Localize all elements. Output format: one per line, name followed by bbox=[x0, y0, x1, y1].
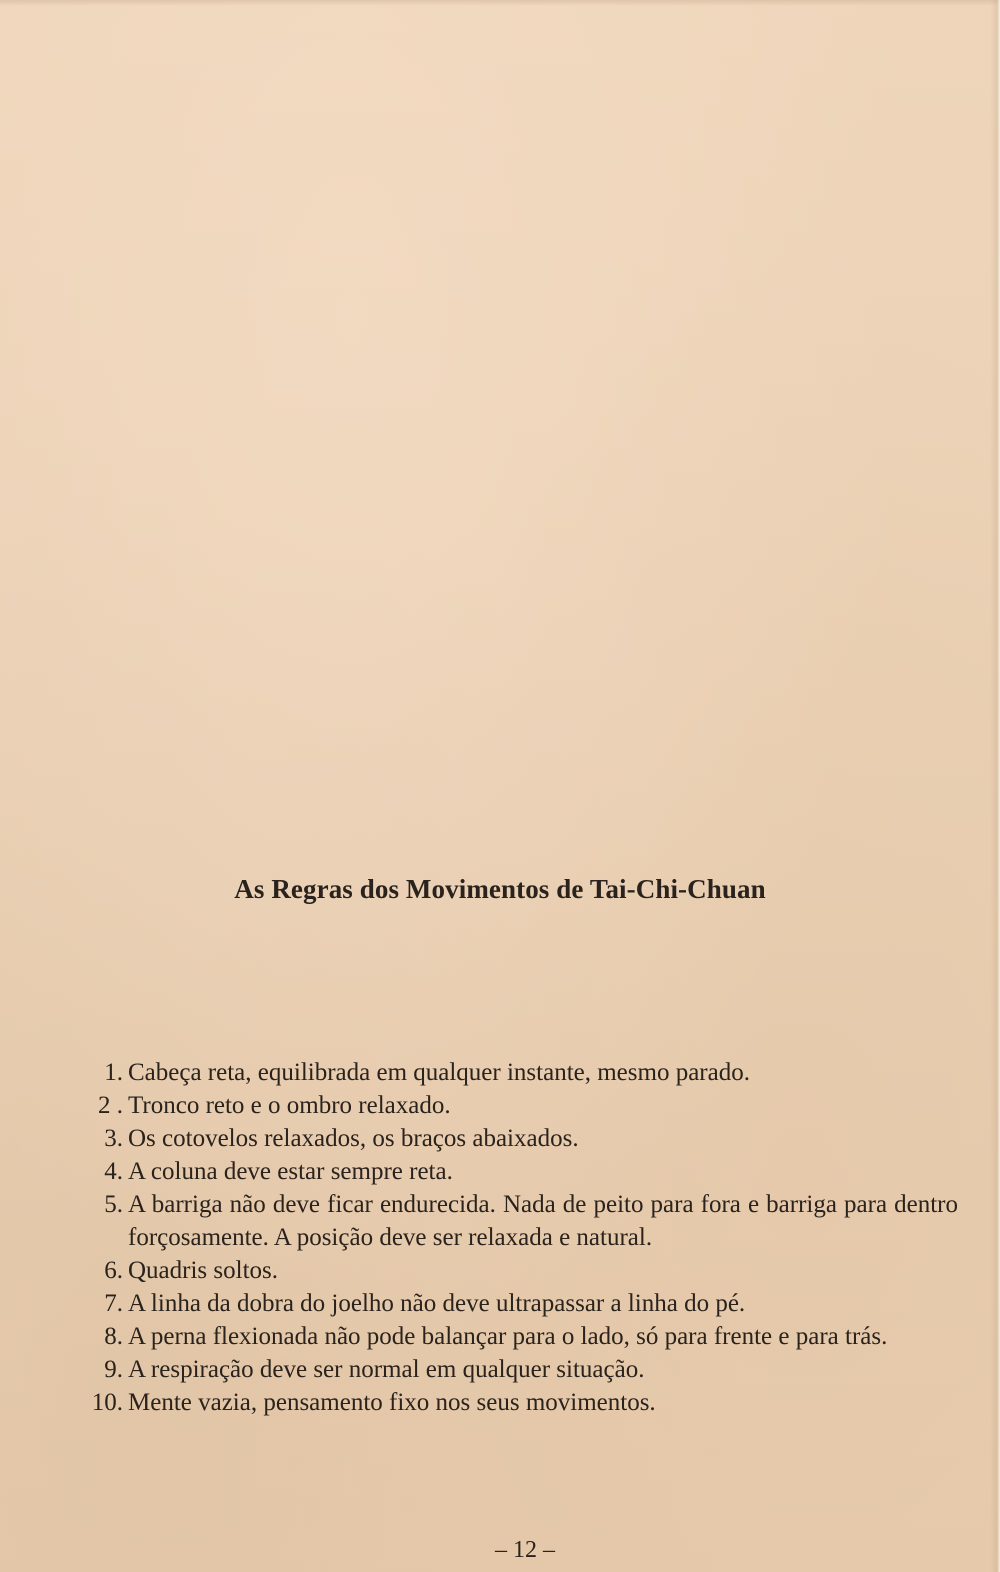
section-title: As Regras dos Movimentos de Tai-Chi-Chuan bbox=[234, 874, 766, 904]
rule-text: Mente vazia, pensamento fixo nos seus movimentos. bbox=[128, 1389, 656, 1416]
rule-item bbox=[86, 1089, 958, 1122]
rule-text: Tronco reto e o ombro relaxado. bbox=[128, 1092, 451, 1119]
rules-list bbox=[86, 1056, 958, 1419]
rule-item bbox=[86, 1122, 958, 1155]
rule-number: 5. bbox=[104, 1191, 123, 1218]
rule-number: 7. bbox=[104, 1290, 123, 1317]
page-right-edge bbox=[990, 0, 1000, 1572]
rule-text: A coluna deve estar sempre reta. bbox=[128, 1158, 453, 1185]
page-top-edge bbox=[0, 0, 1000, 6]
page-number bbox=[0, 1538, 1000, 1562]
rule-number: 10. bbox=[91, 1389, 123, 1416]
rule-number: 1. bbox=[104, 1059, 123, 1086]
rule-number: 9. bbox=[104, 1356, 123, 1383]
rule-item bbox=[86, 1320, 958, 1353]
rule-number: 6. bbox=[104, 1257, 123, 1284]
rule-text: A barriga não deve ficar endurecida. Nada de peito para fora e barriga para dentro forçosamente. A posição deve ser relaxada e natural. bbox=[128, 1191, 958, 1251]
rule-text: Os cotovelos relaxados, os braços abaixados. bbox=[128, 1125, 579, 1152]
rule-item bbox=[86, 1056, 958, 1089]
rule-item bbox=[86, 1155, 958, 1188]
page-number-text: – 12 – bbox=[495, 1537, 555, 1563]
rule-item bbox=[86, 1353, 958, 1386]
rule-text: A linha da dobra do joelho não deve ultrapassar a linha do pé. bbox=[128, 1290, 746, 1317]
rule-number: 3. bbox=[104, 1125, 123, 1152]
rule-number: 8. bbox=[104, 1323, 123, 1350]
rule-item bbox=[86, 1188, 958, 1254]
rule-item bbox=[86, 1386, 958, 1419]
rule-text: Cabeça reta, equilibrada em qualquer instante, mesmo parado. bbox=[128, 1059, 750, 1086]
rule-text: A perna flexionada não pode balançar para o lado, só para frente e para trás. bbox=[128, 1323, 888, 1350]
rule-item bbox=[86, 1254, 958, 1287]
rule-text: A respiração deve ser normal em qualquer situação. bbox=[128, 1356, 645, 1383]
rule-text: Quadris soltos. bbox=[128, 1257, 278, 1284]
rule-number: 4. bbox=[104, 1158, 123, 1185]
rule-number: 2 . bbox=[98, 1092, 123, 1119]
rule-item bbox=[86, 1287, 958, 1320]
